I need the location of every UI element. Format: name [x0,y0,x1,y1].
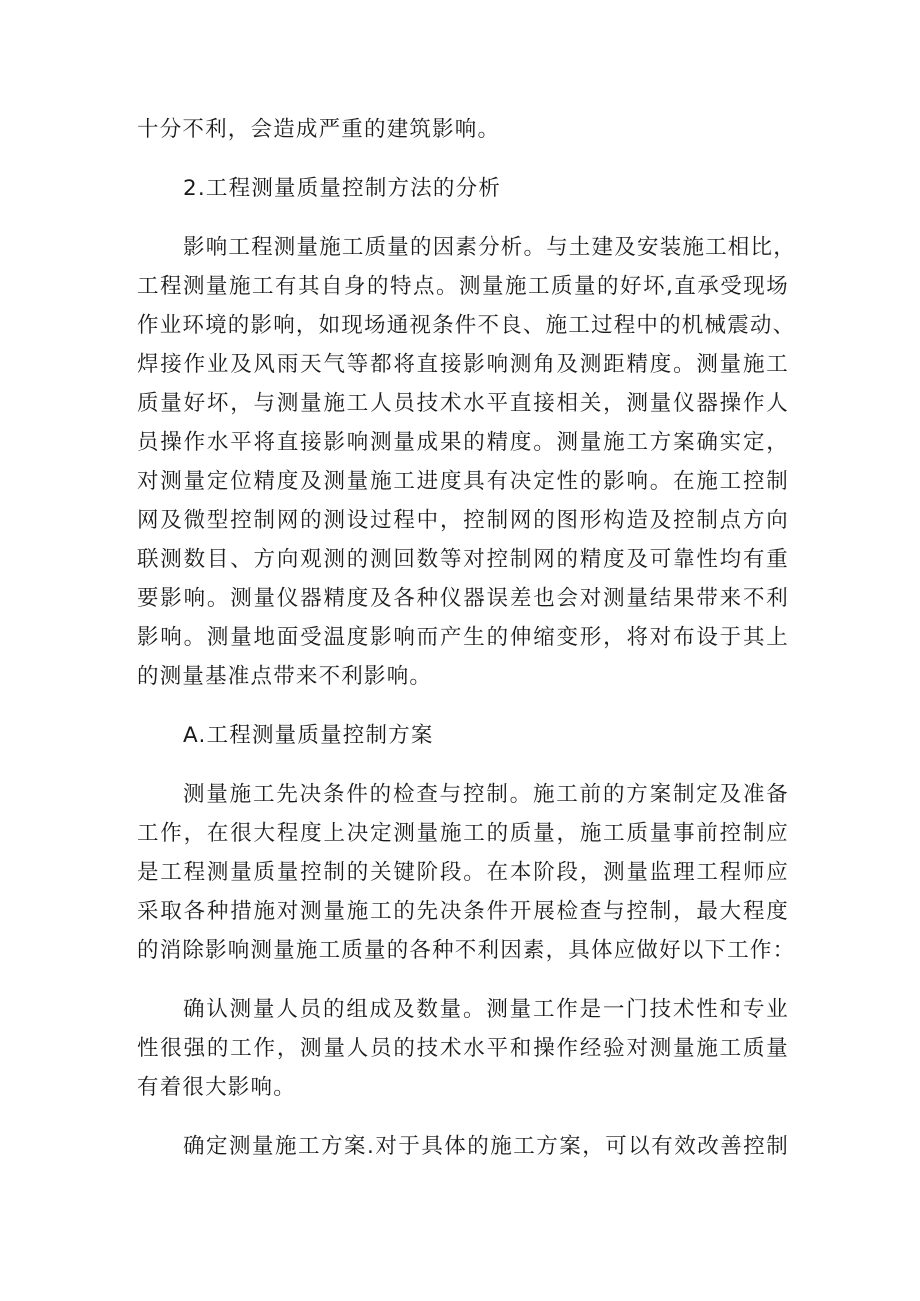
paragraph-line: 影响工程测量施工质量的因素分析。与土建及安装施工相比， [183,235,796,260]
paragraph-line: 是工程测量质量控制的关键阶段。在本阶段，测量监理工程师应 [137,860,789,885]
paragraph-line: 网及微型控制网的测设过程中，控制网的图形构造及控制点方向 [137,508,789,533]
paragraph-line: 员操作水平将直接影响测量成果的精度。测量施工方案确实定， [137,430,789,455]
paragraph-line: 工程测量施工有其自身的特点。测量施工质量的好坏,直承受现场 [137,274,789,299]
paragraph-line: 确定测量施工方案.对于具体的施工方案，可以有效改善控制 [183,1134,789,1159]
paragraph-line: 作业环境的影响，如现场通视条件不良、施工过程中的机械震动、 [137,313,796,338]
paragraph-line: 工作，在很大程度上决定测量施工的质量，施工质量事前控制应 [137,821,789,846]
section-heading: A.工程测量质量控制方案 [183,723,434,748]
paragraph-line: 对测量定位精度及测量施工进度具有决定性的影响。在施工控制 [137,469,789,494]
paragraph-line: 要影响。测量仪器精度及各种仪器误差也会对测量结果带来不利 [137,586,789,611]
paragraph-line: 影响。测量地面受温度影响而产生的伸缩变形，将对布设于其上 [137,625,789,650]
paragraph-line: 联测数目、方向观测的测回数等对控制网的精度及可靠性均有重 [137,547,789,572]
paragraph-line: 有着很大影响。 [137,1075,296,1100]
paragraph-line: 的测量基准点带来不利影响。 [137,664,433,689]
paragraph-line: 焊接作业及风雨天气等都将直接影响测角及测距精度。测量施工 [137,352,789,377]
section-heading: 2.工程测量质量控制方法的分析 [183,176,502,201]
paragraph-line: 采取各种措施对测量施工的先决条件开展检查与控制，最大程度 [137,899,789,924]
paragraph-line: 质量好坏，与测量施工人员技术水平直接相关，测量仪器操作人 [137,391,789,416]
paragraph-line: 十分不利，会造成严重的建筑影响。 [137,117,501,142]
paragraph-line: 测量施工先决条件的检查与控制。施工前的方案制定及准备 [183,782,789,807]
paragraph-line: 性很强的工作，测量人员的技术水平和操作经验对测量施工质量 [137,1036,789,1061]
paragraph-line: 的消除影响测量施工质量的各种不利因素，具体应做好以下工作： [137,938,796,963]
paragraph-line: 确认测量人员的组成及数量。测量工作是一门技术性和专业 [183,997,789,1022]
